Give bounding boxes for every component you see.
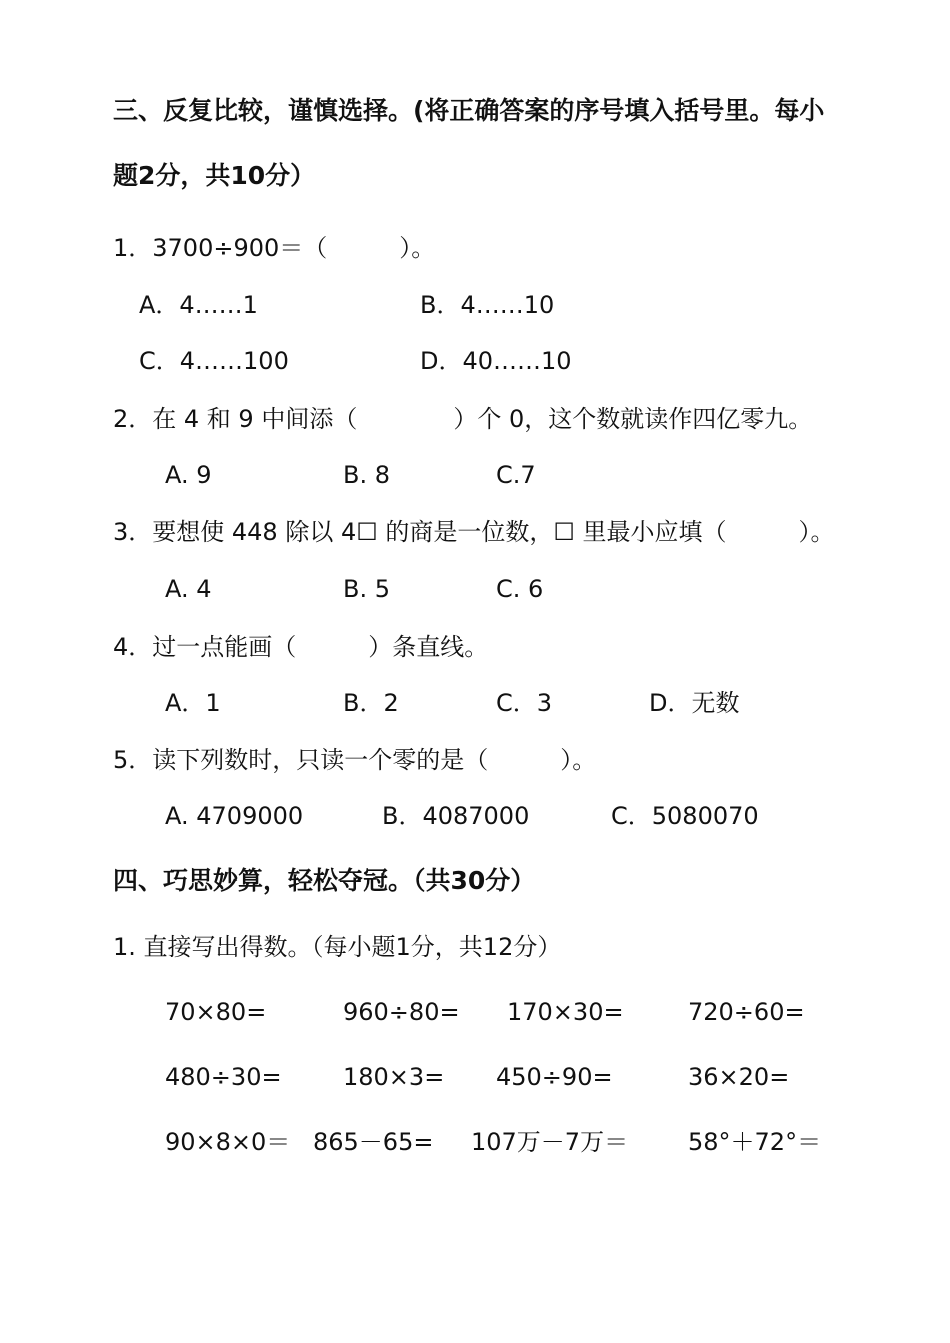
question-5-stem: 5．读下列数时，只读一个零的是（ ）。 bbox=[113, 746, 597, 774]
calc-item: 58°＋72°＝ bbox=[688, 1128, 822, 1156]
calc-item: 90×8×0＝ bbox=[165, 1128, 291, 1156]
question-2-option-a: A. 9 bbox=[165, 461, 212, 489]
calc-item: 720÷60= bbox=[688, 998, 805, 1026]
question-3-option-c: C. 6 bbox=[496, 575, 544, 603]
calc-item: 70×80= bbox=[165, 998, 267, 1026]
calc-item: 865－65= bbox=[313, 1128, 434, 1156]
question-3-stem: 3．要想使 448 除以 4☐ 的商是一位数，☐ 里最小应填（ ）。 bbox=[113, 518, 835, 546]
section-3-heading-line-1: 三、反复比较，谨慎选择。(将正确答案的序号填入括号里。每小 bbox=[113, 96, 825, 125]
question-1-option-c: C．4……100 bbox=[139, 347, 289, 375]
question-5-option-a: A. 4709000 bbox=[165, 802, 304, 830]
question-4-option-c: C．3 bbox=[496, 689, 553, 717]
question-4-option-d: D．无数 bbox=[649, 689, 740, 717]
question-2-option-c: C.7 bbox=[496, 461, 536, 489]
question-1-stem: 1．3700÷900＝（ ）。 bbox=[113, 234, 436, 262]
question-5-option-b: B．4087000 bbox=[382, 802, 530, 830]
question-2-option-b: B. 8 bbox=[343, 461, 390, 489]
question-1-option-b: B．4……10 bbox=[420, 291, 555, 319]
question-4-option-b: B．2 bbox=[343, 689, 399, 717]
calc-item: 450÷90= bbox=[496, 1063, 613, 1091]
calc-item: 170×30= bbox=[507, 998, 624, 1026]
question-2-stem: 2．在 4 和 9 中间添（ ）个 0，这个数就读作四亿零九。 bbox=[113, 405, 813, 433]
question-4-option-a: A．1 bbox=[165, 689, 221, 717]
calc-item: 36×20= bbox=[688, 1063, 790, 1091]
question-3-option-a: A. 4 bbox=[165, 575, 212, 603]
question-1-option-a: A．4……1 bbox=[139, 291, 258, 319]
question-5-option-c: C．5080070 bbox=[611, 802, 759, 830]
section-3-heading-line-2: 题2分，共10分） bbox=[113, 161, 316, 190]
question-3-option-b: B. 5 bbox=[343, 575, 390, 603]
calc-item: 180×3= bbox=[343, 1063, 445, 1091]
calc-item: 107万－7万＝ bbox=[471, 1128, 629, 1156]
section-4-heading: 四、巧思妙算，轻松夺冠。（共30分） bbox=[113, 866, 536, 895]
question-4-stem: 4．过一点能画（ ）条直线。 bbox=[113, 633, 489, 661]
question-1-option-d: D．40……10 bbox=[420, 347, 572, 375]
calc-item: 960÷80= bbox=[343, 998, 460, 1026]
section-4-subheading: 1. 直接写出得数。（每小题1分，共12分） bbox=[113, 933, 562, 961]
calc-item: 480÷30= bbox=[165, 1063, 282, 1091]
